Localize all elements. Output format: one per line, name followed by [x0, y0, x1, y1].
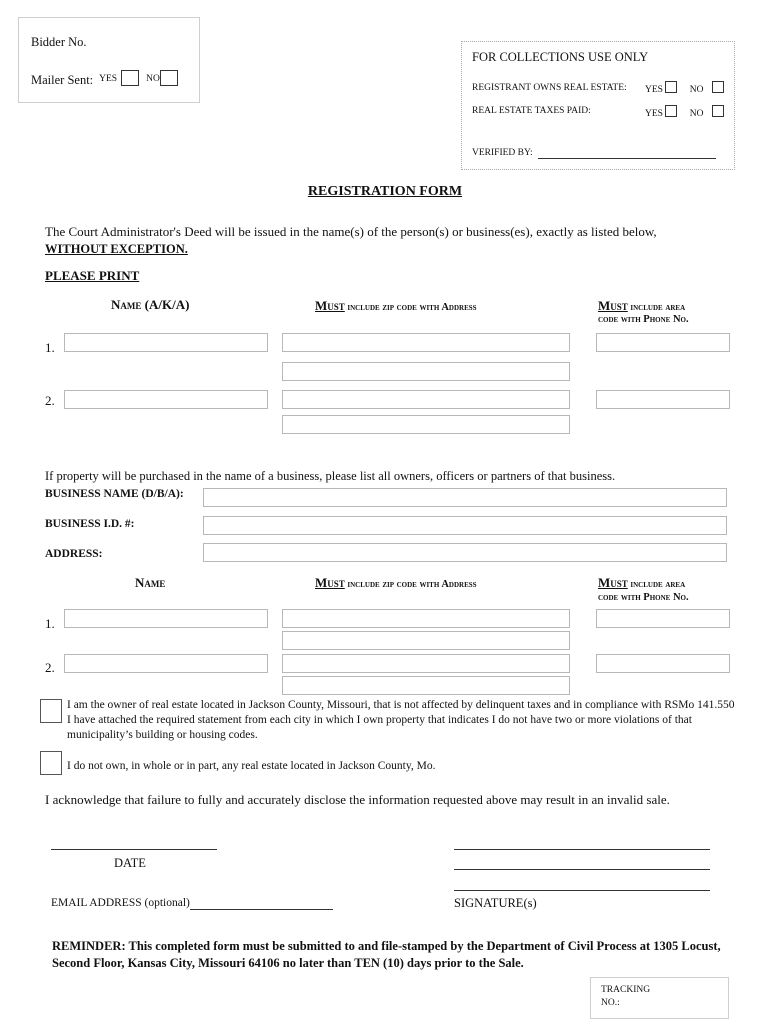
signature-line-3[interactable] — [454, 890, 710, 891]
business-address-header-must: Must — [315, 575, 345, 590]
person-1-address-field[interactable] — [282, 333, 570, 352]
please-print: PLEASE PRINT — [45, 268, 140, 283]
business-intro: If property will be purchased in the name of a business, please list all owners, officers or partners of that business. — [45, 469, 616, 483]
taxes-no-checkbox[interactable] — [712, 105, 724, 117]
owns-no-checkbox[interactable] — [712, 81, 724, 93]
not-owner-statement-checkbox[interactable] — [40, 751, 62, 775]
form-title: REGISTRATION FORM — [307, 184, 463, 199]
date-line[interactable] — [51, 849, 217, 850]
not-owner-statement: I do not own, in whole or in part, any real estate located in Jackson County, Mo. — [67, 760, 436, 772]
signature-line-1[interactable] — [454, 849, 710, 850]
tracking-label-line2: NO.: — [601, 998, 620, 1008]
owner-statement: I am the owner of real estate located in Jackson County, Missouri, that is not affected by delinquent taxes and in compliance with RSMo 141.550 I have attached the required statement from each city in which I own property that indicates I do not have two or more violations of that municipality’s building or housing codes. — [67, 699, 735, 741]
business-row-2-number: 2. — [45, 660, 55, 675]
person-2-address-line2-field[interactable] — [282, 415, 570, 434]
business-address-field[interactable] — [203, 543, 727, 562]
business-person-2-address-line2-field[interactable] — [282, 676, 570, 695]
tracking-box — [590, 977, 729, 1019]
person-2-address-field[interactable] — [282, 390, 570, 409]
name-aka-header: Name (A/K/A) — [111, 297, 190, 312]
phone-header-line2: code with Phone No. — [598, 314, 689, 325]
owns-no-label: NO — [689, 85, 704, 95]
business-name-field[interactable] — [203, 488, 727, 507]
phone-header-text-1: include area — [630, 302, 686, 313]
business-address-header — [315, 575, 477, 591]
address-header-must: Must — [315, 298, 345, 313]
address-header-text: include zip code with Address — [347, 302, 477, 313]
bidder-box — [18, 17, 200, 103]
verified-by-label: VERIFIED BY: — [472, 148, 533, 158]
person-2-name-field[interactable] — [64, 390, 268, 409]
form-intro-emphasis: WITHOUT EXCEPTION. — [45, 242, 188, 256]
business-address-label: ADDRESS: — [45, 548, 103, 560]
address-header — [315, 298, 477, 314]
business-person-1-address-line2-field[interactable] — [282, 631, 570, 650]
collections-owns-label: REGISTRANT OWNS REAL ESTATE: — [472, 83, 627, 93]
taxes-options — [645, 105, 724, 119]
signature-line-2[interactable] — [454, 869, 710, 870]
business-phone-header — [598, 575, 685, 591]
business-phone-header-must: Must — [598, 575, 628, 590]
business-person-1-name-field[interactable] — [64, 609, 268, 628]
collections-box — [461, 41, 735, 170]
mailer-yes-checkbox[interactable] — [121, 70, 139, 86]
collections-title: FOR COLLECTIONS USE ONLY — [472, 50, 649, 64]
acknowledgement: I acknowledge that failure to fully and accurately disclose the information requested above may result in an invalid sale. — [45, 792, 670, 807]
reminder-label: REMINDER: — [52, 939, 126, 953]
business-person-1-address-field[interactable] — [282, 609, 570, 628]
business-name-header: Name — [135, 575, 166, 590]
business-person-2-name-field[interactable] — [64, 654, 268, 673]
taxes-yes-checkbox[interactable] — [665, 105, 677, 117]
email-line[interactable] — [190, 909, 333, 910]
owns-options — [645, 81, 724, 95]
business-address-header-text: include zip code with Address — [347, 579, 477, 590]
business-id-label: BUSINESS I.D. #: — [45, 518, 135, 530]
tracking-label-line1: TRACKING — [601, 985, 651, 995]
signature-label: SIGNATURE(s) — [454, 896, 537, 910]
phone-header-must: Must — [598, 298, 628, 313]
form-intro: The Court Administrator's Deed will be issued in the name(s) of the person(s) or business(es), exactly as listed below, — [45, 224, 657, 239]
taxes-no-label: NO — [689, 109, 704, 119]
business-name-label: BUSINESS NAME (D/B/A): — [45, 488, 184, 500]
person-1-phone-field[interactable] — [596, 333, 730, 352]
mailer-yes-label: YES — [99, 74, 118, 84]
mailer-sent-row — [31, 70, 178, 89]
mailer-no-label: NO — [146, 74, 160, 84]
mailer-no-checkbox[interactable] — [160, 70, 178, 86]
phone-header — [598, 298, 685, 314]
owns-yes-label: YES — [645, 85, 663, 95]
business-person-2-phone-field[interactable] — [596, 654, 730, 673]
person-row-2-number: 2. — [45, 393, 55, 408]
email-label: EMAIL ADDRESS (optional) — [51, 897, 190, 909]
reminder — [52, 938, 732, 972]
bidder-number-label: Bidder No. — [31, 35, 87, 49]
business-phone-header-line2: code with Phone No. — [598, 592, 689, 603]
owns-yes-checkbox[interactable] — [665, 81, 677, 93]
taxes-yes-label: YES — [645, 109, 663, 119]
person-2-phone-field[interactable] — [596, 390, 730, 409]
business-row-1-number: 1. — [45, 616, 55, 631]
reminder-text: This completed form must be submitted to and file-stamped by the Department of Civil Process at 1305 Locust, Second Floor, Kansas City, Missouri 64106 no later than TEN (10) days prior to the Sale. — [52, 939, 721, 970]
verified-by-line[interactable] — [538, 158, 716, 159]
collections-taxes-label: REAL ESTATE TAXES PAID: — [472, 106, 591, 116]
owner-statement-checkbox[interactable] — [40, 699, 62, 723]
person-row-1-number: 1. — [45, 340, 55, 355]
person-1-address-line2-field[interactable] — [282, 362, 570, 381]
business-phone-header-text-1: include area — [630, 579, 686, 590]
business-person-1-phone-field[interactable] — [596, 609, 730, 628]
date-label: DATE — [114, 856, 146, 870]
business-person-2-address-field[interactable] — [282, 654, 570, 673]
business-id-field[interactable] — [203, 516, 727, 535]
person-1-name-field[interactable] — [64, 333, 268, 352]
mailer-sent-label: Mailer Sent: — [31, 73, 94, 87]
